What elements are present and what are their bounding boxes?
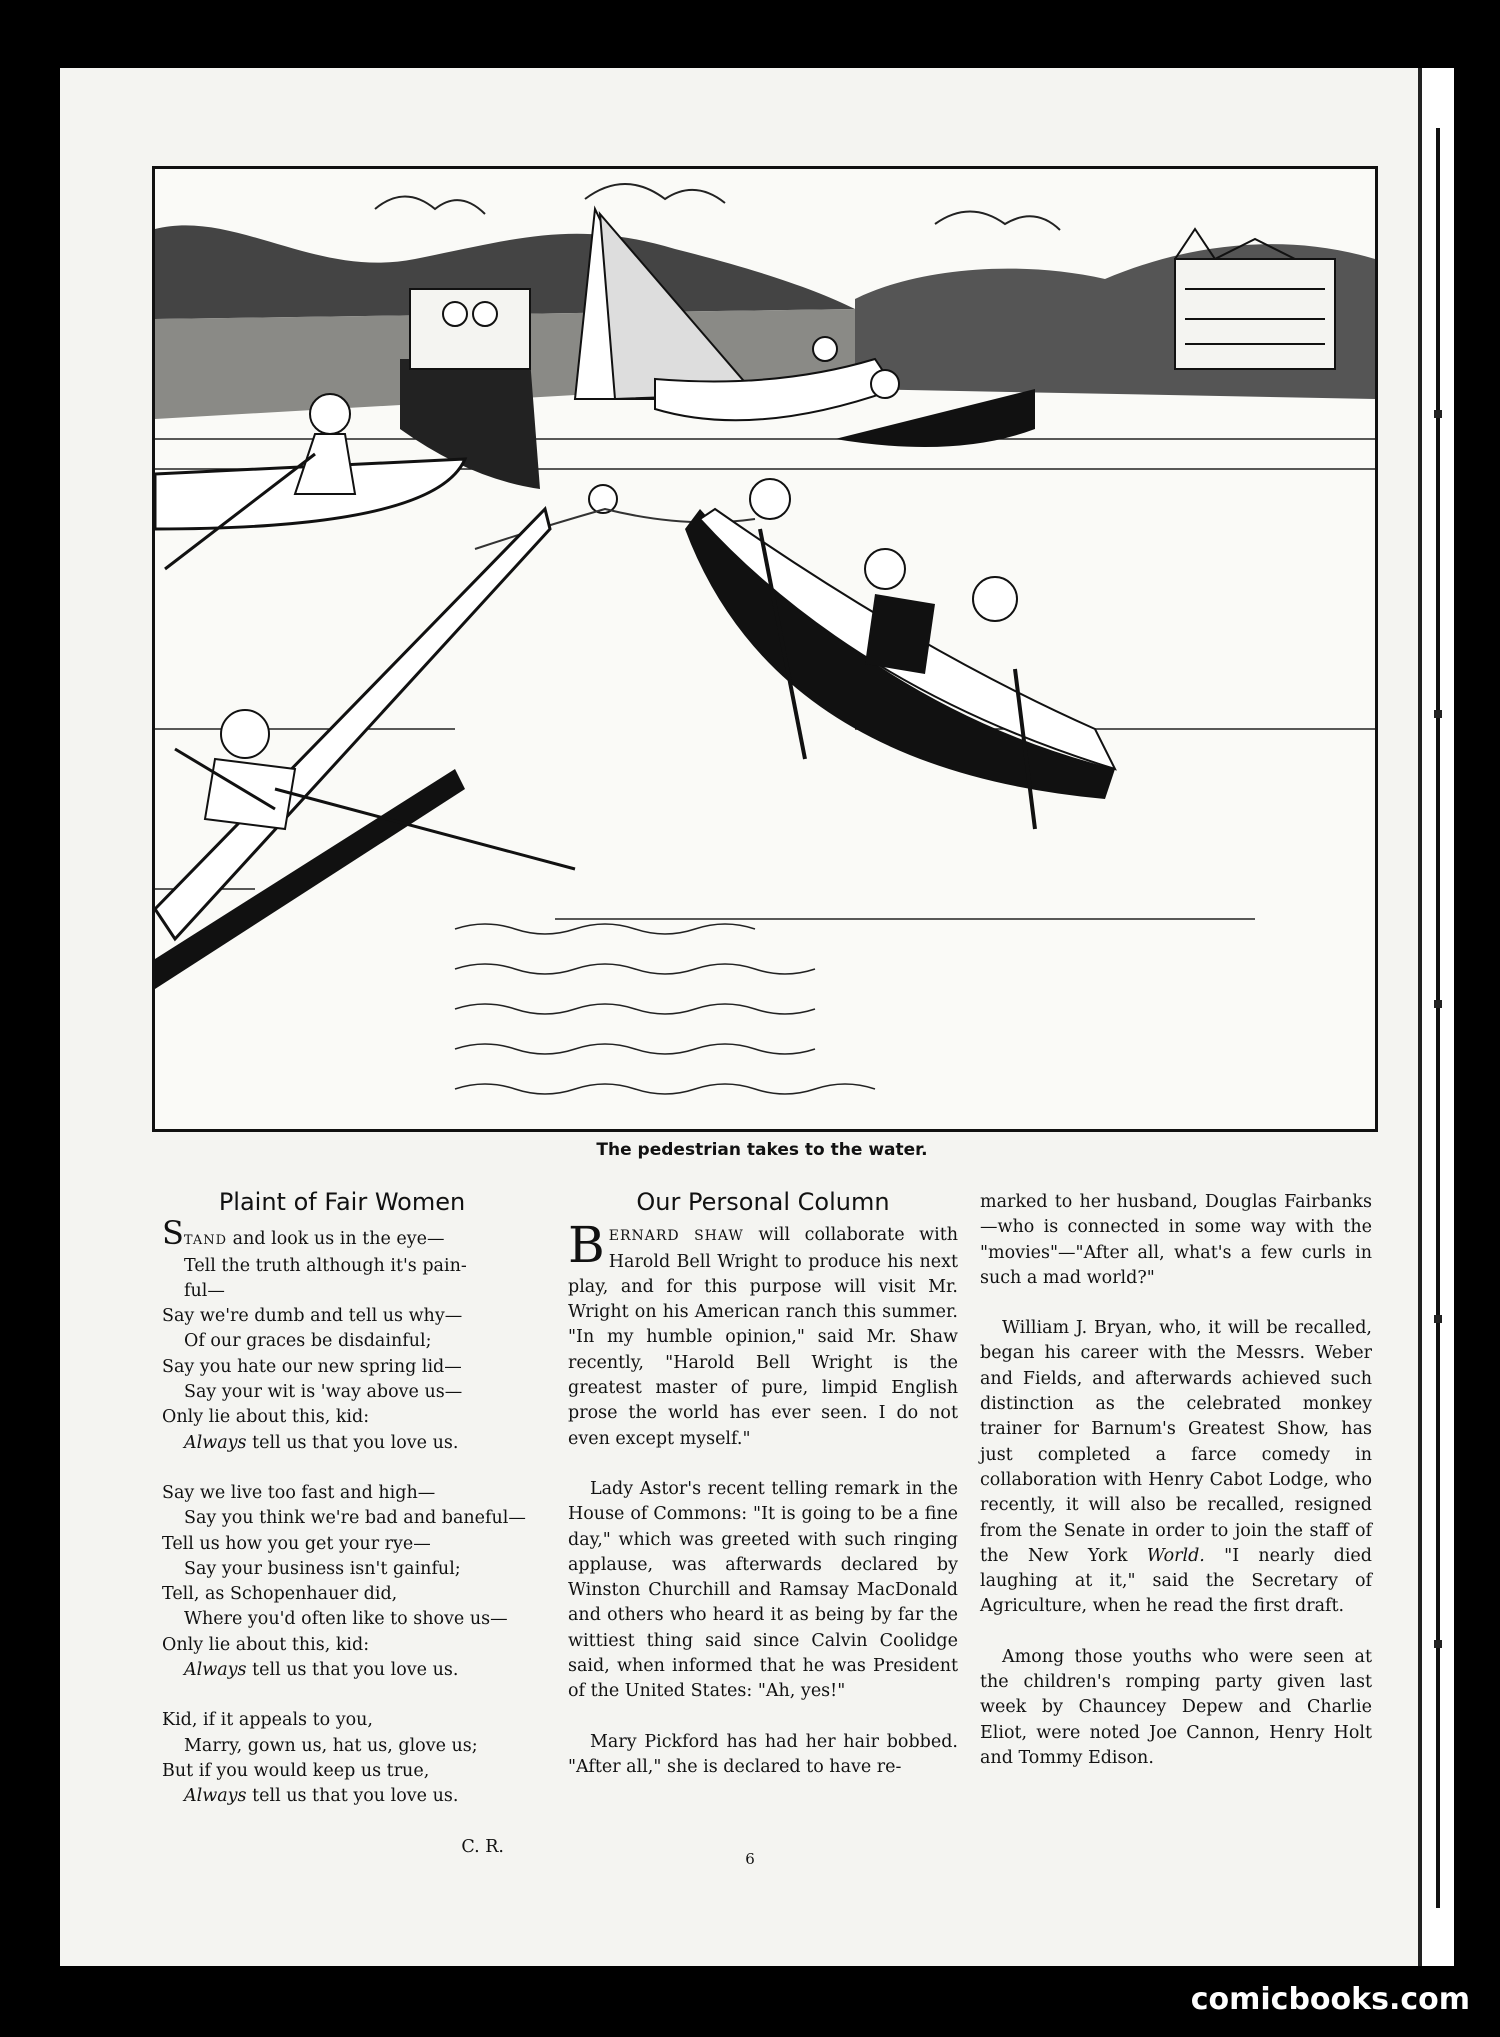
poem-line: ful— [184, 1280, 225, 1301]
poem-line: STAND and look us in the eye— [162, 1214, 445, 1253]
poem-line: Always tell us that you love us. [184, 1660, 459, 1681]
poem-line: Of our graces be disdainful; [184, 1331, 432, 1352]
poem-line: Say your wit is 'way above us— [184, 1382, 463, 1403]
paragraph-text: "I nearly died laughing at it," said the Secretary of Agriculture, when he read the first draft. [980, 1545, 1372, 1617]
paragraph-text: William J. Bryan, who, it will be recalled, began his career with the Messrs. Weber and Fields, and afterwards achieved such distinction as the celebrated monkey trainer for Barnum's Greatest Show, has just completed a farce comedy in collaboration with Henry Cabot Lodge, who recently, it will also be recalled, resigned from the Senate in order to join the staff of the New York [980, 1318, 1372, 1566]
poem-line: Say we're dumb and tell us why— [162, 1306, 463, 1327]
poem-line: Tell us how you get your rye— [162, 1533, 431, 1554]
poem-line: Only lie about this, kid: [162, 1634, 370, 1655]
column-paragraph: Among those youths who were seen at the children's romping party given last week by Chauncey Depew and Charlie Eliot, were noted Joe Cannon, Henry Holt and Tommy Edison. [980, 1646, 1372, 1768]
poem-stanza [162, 1708, 522, 1809]
poem-signature: C. R. [461, 1836, 504, 1857]
personal-column-left [568, 1190, 958, 1805]
small-caps-lead: ERNARD SHAW [608, 1228, 744, 1245]
poem-line: Kid, if it appeals to you, [162, 1710, 373, 1731]
poem-line: Tell, as Schopenhauer did, [162, 1584, 398, 1605]
poem-line: Tell the truth although it's pain- [184, 1255, 467, 1276]
column-paragraph [980, 1316, 1372, 1620]
poem-line: Always tell us that you love us. [184, 1432, 459, 1453]
binding-mark [1434, 1000, 1442, 1008]
poem-line: Say you hate our new spring lid— [162, 1356, 462, 1377]
boating-scene-drawing [155, 169, 1375, 1129]
poem-line: Only lie about this, kid: [162, 1407, 370, 1428]
page-number: 6 [745, 1850, 755, 1868]
personal-column-right [980, 1190, 1372, 1796]
poem-line: Say you think we're bad and baneful— [184, 1508, 526, 1529]
poem-body [162, 1214, 526, 1809]
poem-line: But if you would keep us true, [162, 1760, 430, 1781]
poem-stanza [162, 1214, 522, 1456]
poem-stanza [162, 1481, 526, 1683]
poem-line: Always tell us that you love us. [184, 1786, 459, 1807]
drop-cap: B [568, 1216, 605, 1275]
illustration-caption: The pedestrian takes to the water. [596, 1140, 928, 1160]
poem-line: Marry, gown us, hat us, glove us; [184, 1735, 478, 1756]
binding-mark [1434, 1315, 1442, 1323]
cartoon-illustration [152, 166, 1378, 1132]
source-watermark: comicbooks.com [1190, 1982, 1470, 2017]
column-title: Our Personal Column [636, 1188, 890, 1216]
column-paragraph [568, 1216, 958, 1452]
poem-title: Plaint of Fair Women [218, 1188, 466, 1216]
poem-line: Where you'd often like to shove us— [184, 1609, 508, 1630]
poem-column [162, 1188, 526, 1860]
column-paragraph: Lady Astor's recent telling remark in the House of Commons: "It is going to be a fine day," which was greeted with such ringing applause, was afterwards declared by Winston Churchill and Ramsay MacDonald and others who heard it as being by far the wittiest thing said since Calvin Coolidge said, when informed that he was President of the United States: "Ah, yes!" [568, 1478, 958, 1702]
column-paragraph: Mary Pickford has had her hair bobbed. "After all," she is declared to have re- [568, 1731, 958, 1777]
newspaper-title: World. [1146, 1545, 1205, 1566]
binding-mark [1434, 1640, 1442, 1648]
column-paragraph: marked to her husband, Douglas Fairbanks—who is connected in some way with the "movies"—"After all, what's a few curls in such a mad world?" [980, 1192, 1372, 1288]
binding-mark [1434, 710, 1442, 718]
binding-mark [1434, 410, 1442, 418]
next-page-edge [1418, 68, 1454, 1966]
paragraph-text: will collaborate with Harold Bell Wright to produce his next play, and for this purpose will visit Mr. Wright on his American ranch this summer. "In my humble opinion," said Mr. Shaw recently, "Harold Bell Wright is the greatest master of pure, limpid English prose the world has ever seen. I do not even except myself." [568, 1225, 958, 1449]
poem-line: Say we live too fast and high— [162, 1482, 436, 1503]
poem-line: Say your business isn't gainful; [184, 1558, 461, 1579]
